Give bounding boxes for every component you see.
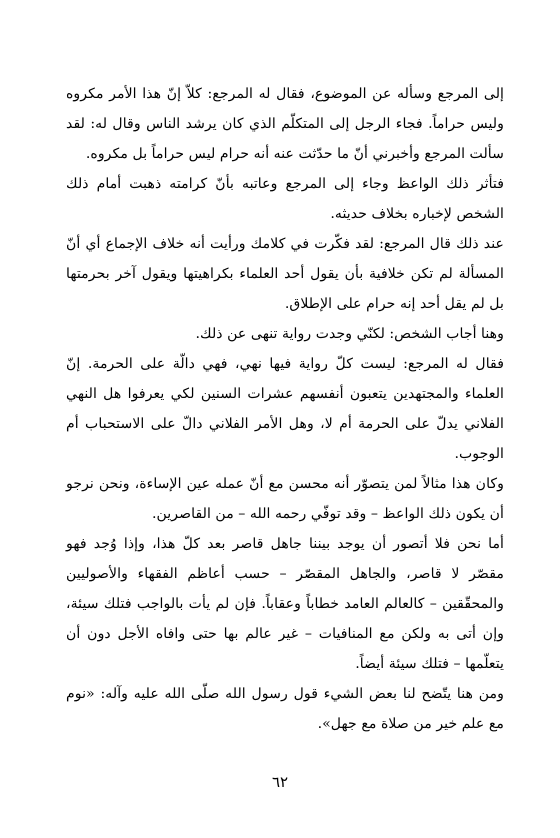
page-number: ٦٢ bbox=[271, 773, 289, 791]
paragraph: أما نحن فلا أتصور أن يوجد بيننا جاهل قاصر بعد كلّ هذا، وإذا وُجد فهو مقصّر لا قاصر، والجاهل المقصّر – حسب أعاظم الفقهاء والأصوليين والمحقّقين – كالعالم العامد خطاباً وعقاباً. فإن لم يأت بالواجب فتلك سيئة، وإن أتى به ولكن مع المنافيات – غير عالم بها حتى وافاه الأجل دون أن يتعلّمها – فتلك سيئة أيضاً. bbox=[66, 536, 504, 672]
paragraph: ومن هنا يتّضح لنا بعض الشيء قول رسول الله صلّى الله عليه وآله: «نوم مع علم خير من صلاة مع جهل». bbox=[66, 686, 504, 732]
paragraph: فقال له المرجع: ليست كلّ رواية فيها نهي، فهي دالّة على الحرمة. إنّ العلماء والمجتهدين يتعبون أنفسهم عشرات السنين لكي يعرفوا هل النهي الفلاني يدلّ على الحرمة أم لا، وهل الأمر الفلاني دالّ على الاستحباب أم الوجوب. bbox=[66, 356, 504, 462]
paragraph: وكان هذا مثالاً لمن يتصوّر أنه محسن مع أنّ عمله عين الإساءة، ونحن نرجو أن يكون ذلك الواعظ – وقد توفّي رحمه الله – من القاصرين. bbox=[66, 476, 504, 522]
paragraph: وهنا أجاب الشخص: لكنّي وجدت رواية تنهى عن ذلك. bbox=[195, 326, 504, 342]
paragraph: إلى المرجع وسأله عن الموضوع، فقال له المرجع: كلاّ إنّ هذا الأمر مكروه وليس حراماً. فجاء الرجل إلى المتكلّم الذي كان يرشد الناس وقال له: لقد سألت المرجع وأخبرني أنّ ما حدّثت عنه أنه حرام ليس حراماً بل مكروه. bbox=[66, 86, 504, 162]
paragraph: فتأثر ذلك الواعظ وجاء إلى المرجع وعاتبه بأنّ كرامته ذهبت أمام ذلك الشخص لإخباره بخلاف حديثه. bbox=[66, 176, 504, 222]
paragraph: عند ذلك قال المرجع: لقد فكّرت في كلامك ورأيت أنه خلاف الإجماع أي أنّ المسألة لم تكن خلافية بأن يقول أحد العلماء بكراهيتها ويقول آخر بحرمتها بل لم يقل أحد إنه حرام على الإطلاق. bbox=[66, 236, 504, 312]
body-text bbox=[66, 79, 504, 739]
